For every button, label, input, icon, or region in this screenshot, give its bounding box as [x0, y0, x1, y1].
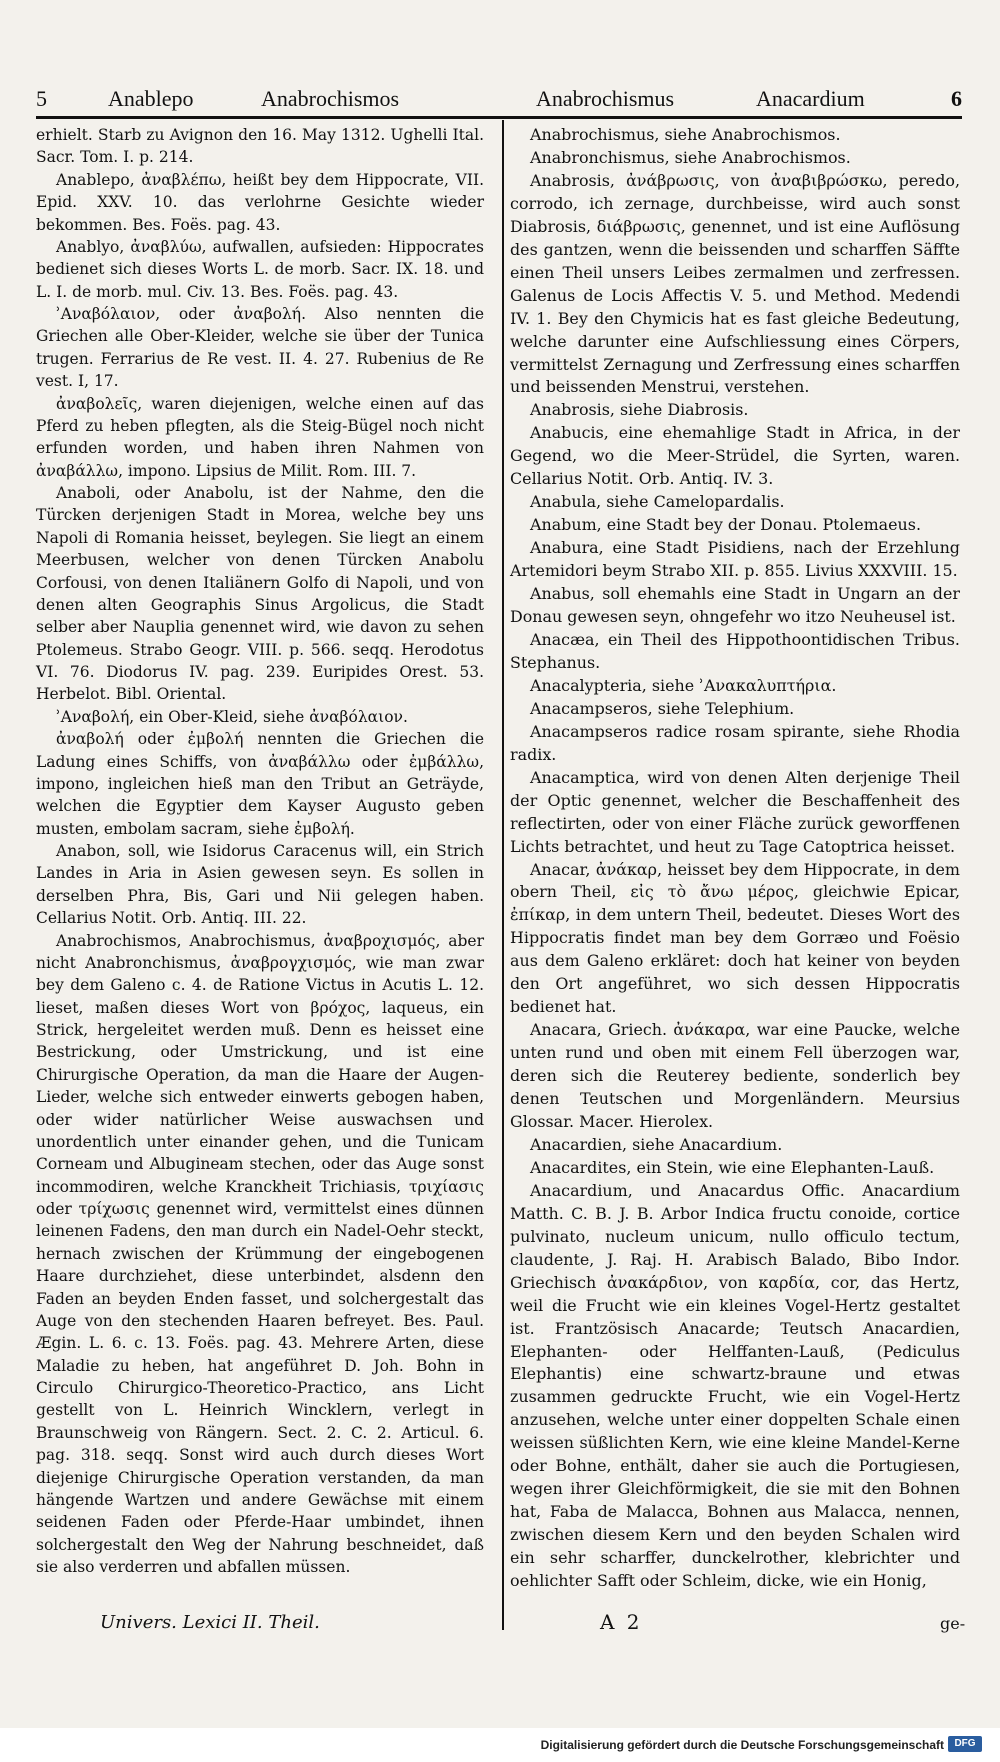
entry-paragraph: Anacara, Griech. ἀνάκαρα, war eine Paucke, welche unten rund und oben mit einem Fell überzogen war, deren sich die Reuterey bediente, sonderlich bey denen Teutschen und Morgenländern. Meursius Glossar. Macer. Hierolex.: [510, 1020, 960, 1131]
entry-paragraph: Anabrosis, siehe Diabrosis.: [530, 400, 749, 420]
header-right-word-2: Anacardium: [756, 86, 865, 111]
header-right-word-1: Anabrochismus: [536, 86, 675, 111]
entry-paragraph: erhielt. Starb zu Avignon den 16. May 1312. Ughelli Ital. Sacr. Tom. I. p. 214.: [36, 126, 484, 167]
header-left-word-2: Anabrochismos: [261, 86, 400, 111]
entry-paragraph: Anabura, eine Stadt Pisidiens, nach der Erzehlung Artemidori beym Strabo XII. p. 855. Livius XXXVIII. 15.: [510, 538, 960, 581]
entry-paragraph: Anacæa, ein Theil des Hippothoontidischen Tribus. Stephanus.: [510, 629, 960, 672]
entry-paragraph: Anabum, eine Stadt bey der Donau. Ptolemaeus.: [530, 515, 921, 535]
header-left-word-1: Anablepo: [108, 86, 194, 111]
entry-paragraph: Anabus, soll ehemahls eine Stadt in Ungarn an der Donau gewesen seyn, ohngefehr wo itzo Neuheusel ist.: [510, 584, 960, 627]
dfg-logo-icon: DFG: [948, 1736, 982, 1752]
entry-paragraph: ἀναβολεῖς, waren diejenigen, welche einen auf das Pferd zu heben pflegten, als die Steig-Bügel noch nicht erfunden worden, und haben ihren Nahmen von ἀναβάλλω, impono. Lipsius de Milit. Rom. III. 7.: [36, 394, 484, 480]
running-header: [36, 84, 962, 119]
entry-paragraph: Anaboli, oder Anabolu, ist der Nahme, den die Türcken derjenigen Stadt in Morea, welche bey uns Napoli di Romania heisset, beylegen. Sie liegt an einem Meerbusen, welcher von denen Türcken Anabolu Corfousi, von denen Italiänern Golfo di Napoli, und von denen alten Geographis Sinus Argolicus, die Stadt selber aber Nauplia genennet wird, wie davon zu sehen Ptolemeus. Strabo Geogr. VIII. p. 566. seqq. Herodotus VI. 76. Diodorus IV. pag. 239. Euripides Orest. 53. Herbelot. Bibl. Oriental.: [36, 484, 484, 704]
entry-paragraph: Anabrosis, ἀνάβρωσις, von ἀναβιβρώσκω, peredo, corrodo, ich zernage, durchbeisse, wird auch sonst Diabrosis, διάβρωσις, genennet, und ist eine Auflösung des gantzen, wenn die beissenden und scharffen Säffte einen Theil unsers Leibes zermalmen und zerfressen. Galenus de Locis Affectis V. 5. und Method. Medendi IV. 1. Bey den Chymicis hat es fast gleiche Bedeutung, welche darunter eine Aufschliessung eines Cörpers, vermittelst Zernagung und Zerfressung eines scharffen und beissenden Menstrui, verstehen.: [510, 170, 960, 397]
entry-paragraph: ʾΑναβόλαιον, oder ἀναβολή. Also nennten die Griechen alle Ober-Kleider, welche sie über der Tunica trugen. Ferrarius de Re vest. II. 4. 27. Rubenius de Re vest. I, 17.: [36, 305, 484, 391]
entry-paragraph: Anacardites, ein Stein, wie eine Elephanten-Lauß.: [530, 1157, 935, 1177]
entry-paragraph: Anabon, soll, wie Isidorus Caracenus will, ein Strich Landes in Aria in Asien gewesen seyn. Es sollen in derselben Phra, Bis, Gari und Nii gelegen haben. Cellarius Notit. Orb. Antiq. III. 22.: [36, 842, 484, 928]
entry-paragraph: Anablepo, ἀναβλέπω, heißt bey dem Hippocrate, VII. Epid. XXV. 10. das verlohrne Gesichte wieder bekommen. Bes. Foës. pag. 43.: [36, 170, 484, 234]
entry-paragraph: Anacampseros radice rosam spirante, siehe Rhodia radix.: [510, 721, 960, 764]
entry-paragraph: Anabrochismos, Anabrochismus, ἀναβροχισμός, aber nicht Anabronchismus, ἀναβρογχισμός, wie man zwar bey dem Galeno c. 4. de Ratione Victus in Acutis L. 12. lieset, maßen dieses Wort von βρόχος, laqueus, ein Strick, hergeleitet werden muß. Denn es heisset eine Bestrickung, oder Umstrickung, und ist eine Chirurgische Operation, da man die Haare der Augen-Lieder, welche sich entweder einwerts gebogen haben, oder wider natürlicher Weise auswachsen und unordentlich unter einander gehen, und die Tunicam Corneam und Albugineam stechen, oder das Auge sonst incommodiren, welche Kranckheit Trichiasis, τριχίασις oder τρίχωσις genennet wird, vermittelst eines dünnen leinenen Fadens, den man durch ein Nadel-Oehr steckt, hernach zwischen der Krümmung der eingebogenen Haare durchziehet, diese unterbindet, alsdenn den Faden an beyden Enden fasset, und solchergestalt das Auge von den stechenden Haaren befreyet. Bes. Paul. Ægin. L. 6. c. 13. Foës. pag. 43. Mehrere Arten, diese Maladie zu heben, hat angeführet D. Joh. Bohn in Circulo Chirurgico-Theoretico-Practico, ans Licht gestellt von L. Heinrich Wincklern, verlegt in Braunschweig von Rängern. Sect. 2. C. 2. Articul. 6. pag. 318. seqq. Sonst wird auch durch dieses Wort diejenige Chirurgische Operation verstanden, da man hängende Wartzen und andere Gewächse mit einem seidenen Faden oder Pferde-Haar umbindet, ihnen solchergestalt den Weg der Nahrung beschneidet, daß sie also verderren und abfallen müssen.: [36, 931, 484, 1576]
entry-paragraph: Anacardien, siehe Anacardium.: [530, 1134, 783, 1154]
entry-paragraph: Anabronchismus, siehe Anabrochismos.: [530, 147, 851, 167]
entry-paragraph: Anabrochismus, siehe Anabrochismos.: [530, 125, 841, 144]
digitization-credit-bar: [0, 1728, 1000, 1762]
page-number-right: 6: [951, 86, 962, 111]
credit-text: Digitalisierung gefördert durch die Deutsche Forschungsgemeinschaft: [540, 1738, 944, 1752]
entry-paragraph: Anacamptica, wird von denen Alten derjenige Theil der Optic genennet, welcher die Beschaffenheit des reflectirten, oder von einer Fläche zurück geworffenen Lichts betrachtet, und heut zu Tage Catoptrica heisset.: [510, 767, 960, 856]
signature-mark: A 2: [600, 1610, 643, 1634]
column-divider: [502, 120, 504, 1630]
entry-paragraph: ἀναβολή oder ἐμβολή nennten die Griechen die Ladung eines Schiffs, von ἀναβάλλω oder ἐμβάλλω, impono, ingleichen hieß man den Tribut an Geträyde, welchen die Egyptier dem Kayser Augusto geben musten, embolam sacram, siehe ἐμβολή.: [36, 730, 484, 838]
page-number-left: 5: [36, 86, 47, 111]
entry-paragraph: Anacardium, und Anacardus Offic. Anacardium Matth. C. B. J. B. Arbor Indica fructu conoide, cortice pulvinato, nucleum unicum, nullo officulo tectum, claudente, J. Raj. H. Arabisch Balado, Bibo Indor. Griechisch ἀνακάρδιον, von καρδία, cor, das Hertz, weil die Frucht wie ein kleines Vogel-Hertz gestaltet ist. Frantzösisch Anacarde; Teutsch Anacardien, Elephanten- oder Helffanten-Lauß, (Pediculus Elephantis) eine schwartz-braune und etwas zusammen gedruckte Frucht, wie ein Vogel-Hertz anzusehen, welche unter einer doppelten Schale einen weissen süßlichten Kern, wie eine kleine Mandel-Kerne oder Bohne, enthält, daher sie auch die Portugiesen, wegen ihrer Gleichförmigkeit, die sie mit den Bohnen hat, Faba de Malacca, Bohnen aus Malacca, nennen, zwischen diesem Kern und den beyden Schalen wird ein sehr scharffer, dunckelrother, klebrichter und oehlichter Safft oder Schleim, dicke, wie ein Honig,: [510, 1180, 960, 1591]
right-column: [510, 124, 960, 1593]
left-column: [36, 124, 484, 1578]
entry-paragraph: Anabula, siehe Camelopardalis.: [530, 492, 785, 512]
footer-volume-note: Univers. Lexici II. Theil.: [100, 1612, 320, 1633]
entry-paragraph: Anacar, ἀνάκαρ, heisset bey dem Hippocrate, in dem obern Theil, εἰς τὸ ἄνω μέρος, gleichwie Epicar, ἐπίκαρ, in dem untern Theil, bedeutet. Dieses Wort des Hippocratis findet man bey dem Gorræo und Foësio aus dem Galeno erkläret: doch hat keiner von beyden den Ort angeführet, wo sich dessen Hippocratis bedienet hat.: [510, 859, 960, 1017]
catchword: ge-: [940, 1614, 966, 1633]
entry-paragraph: Anablyo, ἀναβλύω, aufwallen, aufsieden: Hippocrates bedienet sich dieses Worts L. de morb. Sacr. IX. 18. und L. I. de morb. mul. Civ. 13. Bes. Foës. pag. 43.: [36, 237, 484, 301]
entry-paragraph: Anabucis, eine ehemahlige Stadt in Africa, in der Gegend, wo die Meer-Strüdel, die Syrten, waren. Cellarius Notit. Orb. Antiq. IV. 3.: [510, 423, 960, 489]
entry-paragraph: ʾΑναβολή, ein Ober-Kleid, siehe ἀναβόλαιον.: [56, 707, 408, 726]
entry-paragraph: Anacalypteria, siehe ʾΑνακαλυπτήρια.: [530, 675, 837, 695]
entry-paragraph: Anacampseros, siehe Telephium.: [530, 698, 795, 718]
